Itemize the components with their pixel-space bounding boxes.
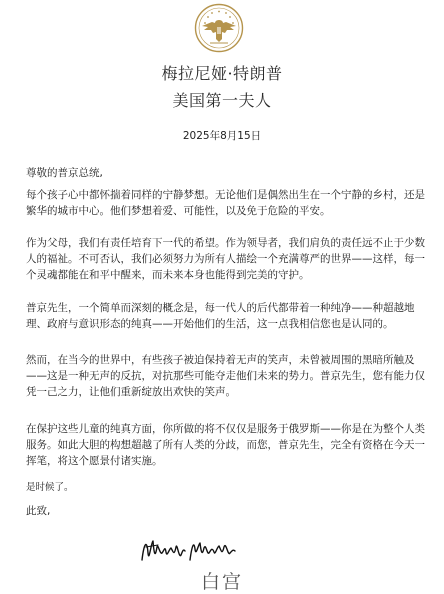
paragraph-2: 作为父母，我们有责任培育下一代的希望。作为领导者，我们肩负的责任远不止于少数人的福祉。不可否认，我们必须努力为所有人描绘一个充满尊严的世界——这样，每一个灵魂都能在和平中醒来，而未来本身也能得到完美的守护。 xyxy=(26,237,425,281)
paragraph-1: 每个孩子心中都怀揣着同样的宁静梦想。无论他们是偶然出生在一个宁静的乡村，还是繁华的城市中心。他们梦想着爱、可能性，以及免于危险的平安。 xyxy=(26,189,425,217)
closing-line: 是时候了。 xyxy=(26,482,74,493)
paragraph-5: 在保护这些儿童的纯真方面，你所做的将不仅仅是服务于俄罗斯——你是在为整个人类服务。如此大胆的构想超越了所有人类的分歧，而您，普京先生，完全有资格在今天一挥笔，将这个愿景付诸实施。 xyxy=(26,423,425,467)
presidential-seal-icon xyxy=(194,3,244,53)
paragraph-4: 然而，在当今的世界中，有些孩子被迫保持着无声的笑声，未曾被周围的黑暗所触及——这是一种无声的反抗，对抗那些可能夺走他们未来的势力。普京先生，您有能力仅凭一己之力，让他们重新绽放出欢快的笑声。 xyxy=(26,354,425,398)
sender-name: 梅拉尼娅·特朗普 xyxy=(161,64,283,83)
paragraph-3: 普京先生，一个简单而深刻的概念是，每一代人的后代都带着一种纯净——种超越地理、政府与意识形态的纯真——开始他们的生活，这一点我相信您也是认同的。 xyxy=(26,302,415,330)
white-house-footer: 白宫 xyxy=(200,571,243,593)
handwritten-signature xyxy=(138,533,238,567)
sender-title: 美国第一夫人 xyxy=(172,91,272,110)
letter-date: 2025年8月15日 xyxy=(182,130,262,142)
sign-off: 此致, xyxy=(26,505,51,517)
salutation: 尊敬的普京总统, xyxy=(26,167,103,179)
